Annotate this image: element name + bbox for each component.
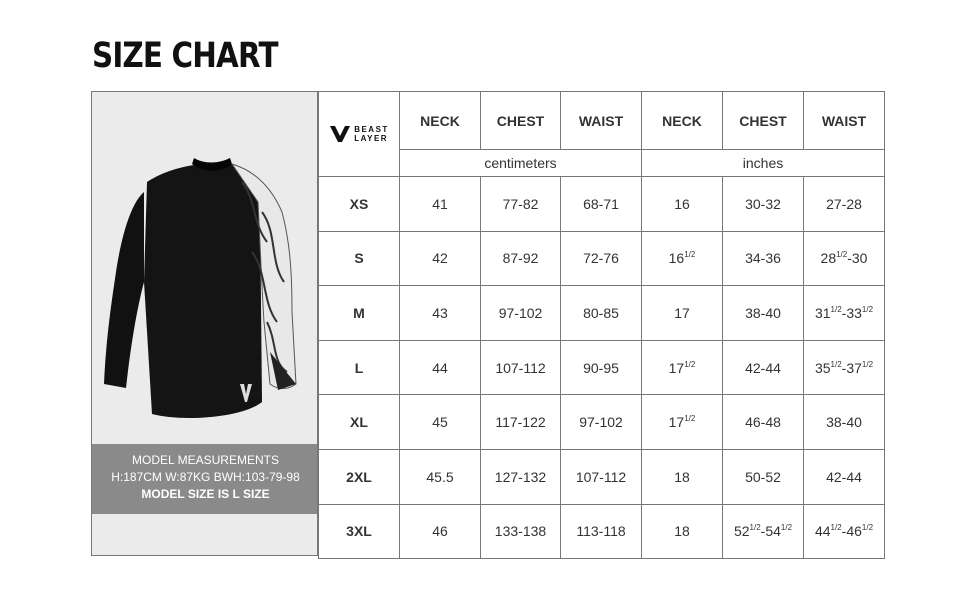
unit-inches: inches [642, 150, 885, 177]
cell-size: XL [319, 395, 400, 450]
table-row [319, 231, 885, 286]
table-row [319, 286, 885, 341]
size-rows [319, 177, 885, 559]
model-size-note: MODEL SIZE IS L SIZE [141, 487, 270, 501]
brand-logo [319, 124, 399, 144]
cell-size: XS [319, 177, 400, 232]
cell-chest-in: $52^{1/2}-54^{1/2}$ [723, 504, 804, 559]
cell-chest-cm: 117-122 [481, 395, 561, 450]
model-measurements-heading: MODEL MEASUREMENTS [132, 453, 279, 467]
cell-chest-in: 46-48 [723, 395, 804, 450]
cell-waist-in: $44^{1/2}-46^{1/2}$ [804, 504, 885, 559]
cell-size: 2XL [319, 449, 400, 504]
header-waist-in: WAIST [804, 92, 885, 150]
cell-neck-in: 16 [642, 177, 723, 232]
cell-chest-cm: 77-82 [481, 177, 561, 232]
cell-neck-in: $17^{1/2}$ [642, 340, 723, 395]
cell-size: L [319, 340, 400, 395]
rash-guard-shirt-image [92, 122, 318, 462]
cell-neck-cm: 42 [400, 231, 481, 286]
cell-chest-cm: 127-132 [481, 449, 561, 504]
cell-neck-in: 18 [642, 449, 723, 504]
cell-neck-in: $17^{1/2}$ [642, 395, 723, 450]
cell-neck-cm: 41 [400, 177, 481, 232]
header-neck-cm: NECK [400, 92, 481, 150]
cell-chest-cm: 133-138 [481, 504, 561, 559]
size-chart-table [318, 91, 885, 559]
cell-neck-cm: 45.5 [400, 449, 481, 504]
cell-chest-cm: 97-102 [481, 286, 561, 341]
cell-chest-in: 34-36 [723, 231, 804, 286]
cell-neck-in: 18 [642, 504, 723, 559]
cell-chest-in: 42-44 [723, 340, 804, 395]
model-measurements-values: H:187CM W:87KG BWH:103-79-98 [111, 470, 300, 484]
cell-neck-in: $16^{1/2}$ [642, 231, 723, 286]
cell-waist-in: $28^{1/2}-30$ [804, 231, 885, 286]
page-title: SIZE CHART [92, 36, 278, 76]
cell-neck-cm: 44 [400, 340, 481, 395]
cell-waist-cm: 107-112 [561, 449, 642, 504]
cell-neck-cm: 46 [400, 504, 481, 559]
header-waist-cm: WAIST [561, 92, 642, 150]
cell-waist-cm: 72-76 [561, 231, 642, 286]
model-measurements-box [92, 444, 318, 514]
cell-waist-cm: 68-71 [561, 177, 642, 232]
cell-chest-in: 38-40 [723, 286, 804, 341]
cell-waist-in: 38-40 [804, 395, 885, 450]
cell-chest-cm: 107-112 [481, 340, 561, 395]
beast-layer-logo-icon [329, 124, 351, 144]
cell-waist-cm: 80-85 [561, 286, 642, 341]
header-chest-in: CHEST [723, 92, 804, 150]
cell-chest-cm: 87-92 [481, 231, 561, 286]
cell-waist-in: $31^{1/2}-33^{1/2}$ [804, 286, 885, 341]
brand-logo-cell [319, 92, 400, 177]
unit-centimeters: centimeters [400, 150, 642, 177]
table-row [319, 340, 885, 395]
table-row [319, 504, 885, 559]
cell-waist-in: 27-28 [804, 177, 885, 232]
model-panel [91, 91, 318, 556]
cell-chest-in: 50-52 [723, 449, 804, 504]
table-row [319, 177, 885, 232]
table-row [319, 395, 885, 450]
cell-size: M [319, 286, 400, 341]
cell-size: 3XL [319, 504, 400, 559]
cell-waist-cm: 113-118 [561, 504, 642, 559]
header-chest-cm: CHEST [481, 92, 561, 150]
cell-neck-cm: 45 [400, 395, 481, 450]
cell-waist-in: 42-44 [804, 449, 885, 504]
table-row [319, 449, 885, 504]
brand-name-line1: BEAST [354, 125, 389, 134]
cell-waist-cm: 90-95 [561, 340, 642, 395]
cell-neck-in: 17 [642, 286, 723, 341]
cell-chest-in: 30-32 [723, 177, 804, 232]
cell-waist-in: $35^{1/2}-37^{1/2}$ [804, 340, 885, 395]
brand-name-line2: LAYER [354, 134, 389, 143]
cell-neck-cm: 43 [400, 286, 481, 341]
cell-size: S [319, 231, 400, 286]
cell-waist-cm: 97-102 [561, 395, 642, 450]
header-neck-in: NECK [642, 92, 723, 150]
